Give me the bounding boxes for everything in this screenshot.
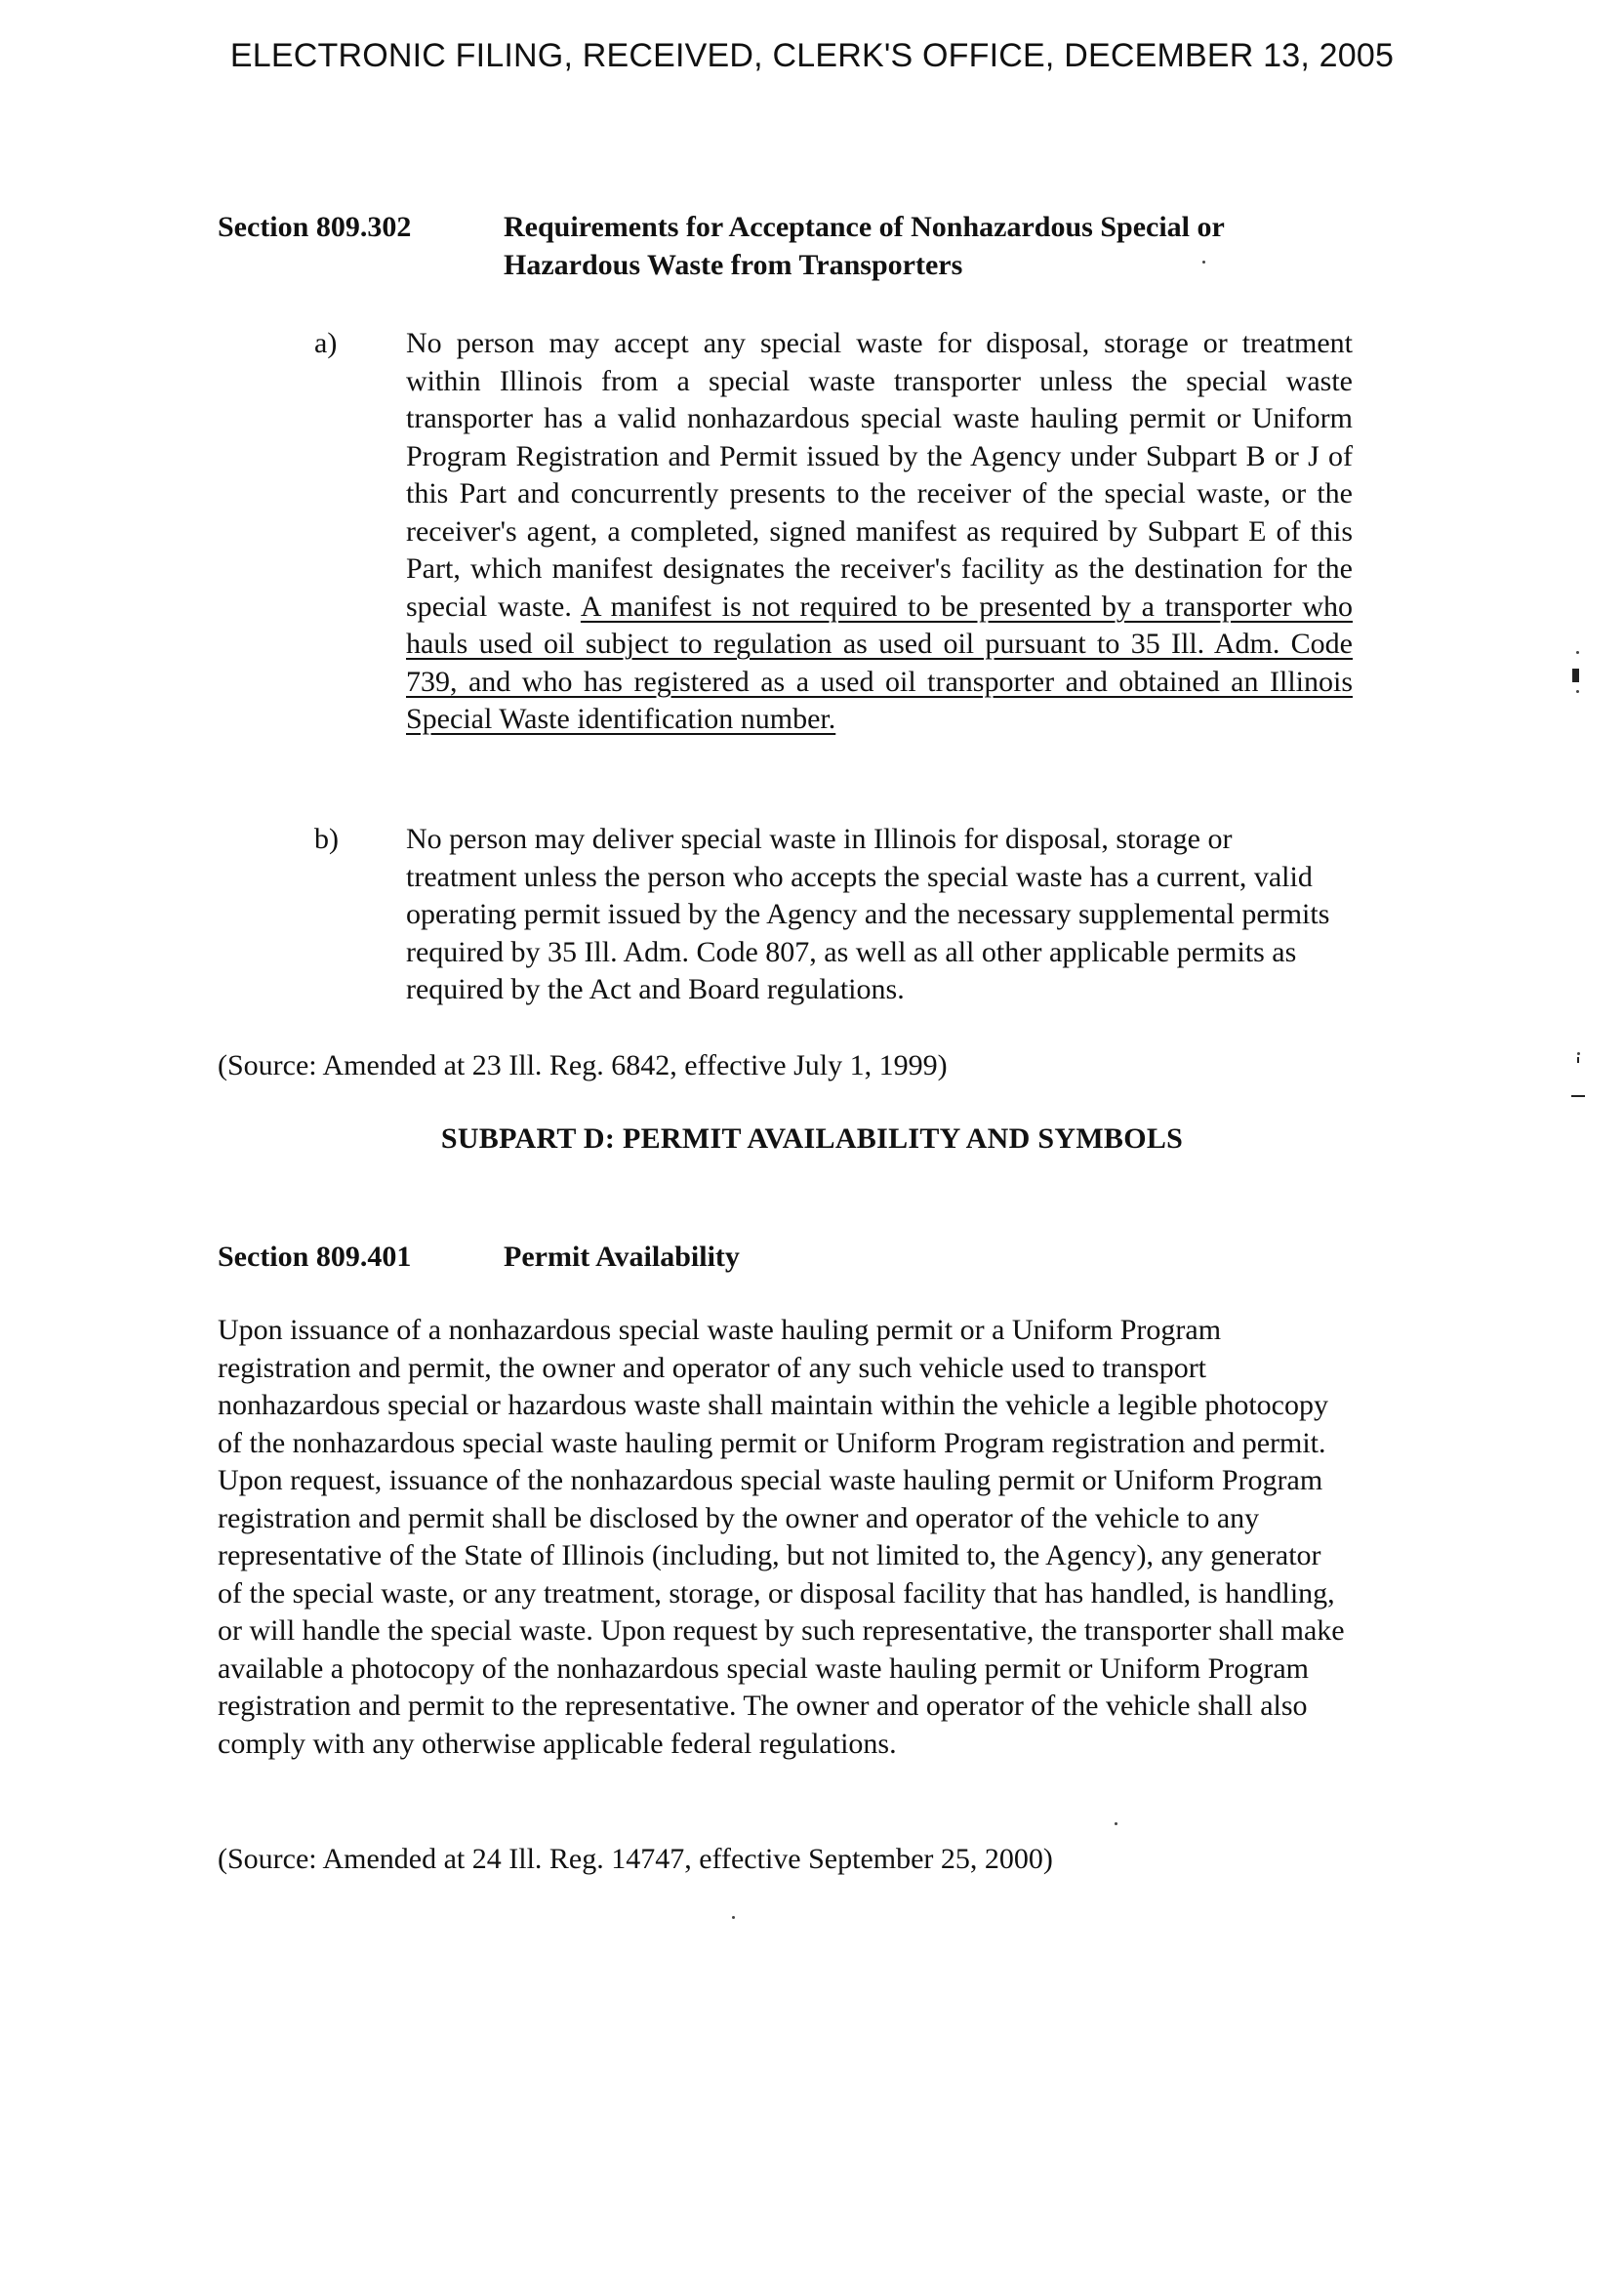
item-b-paragraph	[406, 821, 1343, 1009]
section-title-401: Permit Availability	[504, 1241, 740, 1273]
item-label-a: a)	[314, 327, 338, 359]
scan-artifact-dot	[1576, 651, 1579, 654]
source-note-302: (Source: Amended at 23 Ill. Reg. 6842, effective July 1, 1999)	[218, 1049, 948, 1081]
item-a-text: No person may accept any special waste for disposal, storage or treatment within Illinois from a special waste transporter unless the special waste transporter has a valid nonhazardous special waste hauling permit or Uniform Program Registration and Permit issued by the Agency under Subpart B or J of this Part and concurrently presents to the receiver of the special waste, or the receiver's agent, a completed, signed manifest as required by Subpart E of this Part, which manifest designates the receiver's facility as the destination for the special waste.	[406, 327, 1353, 623]
section-401-body: Upon issuance of a nonhazardous special waste hauling permit or a Uniform Program registration and permit, the owner and operator of any such vehicle used to transport nonhazardous special or hazardous waste shall maintain within the vehicle a legible photocopy of the nonhazardous special waste hauling permit or Uniform Program registration and permit. Upon request, issuance of the nonhazardous special waste hauling permit or Uniform Program registration and permit shall be disclosed by the owner and operator of the vehicle to any representative of the State of Illinois (including, but not limited to, the Agency), any generator of the special waste, or any treatment, storage, or disposal facility that has handled, is handling, or will handle the special waste. Upon request by such representative, the transporter shall make available a photocopy of the nonhazardous special waste hauling permit or Uniform Program registration and permit to the representative. The owner and operator of the vehicle shall also comply with any otherwise applicable federal regulations.	[218, 1314, 1345, 1760]
scan-artifact-dash	[1571, 1095, 1585, 1097]
section-number: Section 809.302	[218, 211, 412, 243]
source-note-401: (Source: Amended at 24 Ill. Reg. 14747, effective September 25, 2000)	[218, 1843, 1053, 1875]
scan-artifact-dot	[732, 1916, 735, 1919]
scan-artifact-mark	[1577, 1057, 1579, 1063]
filing-banner: ELECTRONIC FILING, RECEIVED, CLERK'S OFFICE, DECEMBER 13, 2005	[229, 37, 1395, 74]
scan-artifact-dot	[1577, 1052, 1580, 1055]
item-b-text: No person may deliver special waste in Illinois for disposal, storage or treatment unless the person who accepts the special waste has a current, valid operating permit issued by the Agency and the necessary supplemental permits required by 35 Ill. Adm. Code 807, as well as all other applicable permits as required by the Act and Board regulations.	[406, 823, 1330, 1005]
scan-artifact-dot	[1576, 690, 1579, 693]
scan-artifact-mark	[1572, 669, 1579, 682]
section-title: Requirements for Acceptance of Nonhazardous Special or Hazardous Waste from Transporters	[504, 211, 1225, 281]
item-label-b: b)	[314, 823, 339, 855]
scan-artifact-dot	[1115, 1822, 1117, 1825]
section-number-401: Section 809.401	[218, 1241, 412, 1273]
item-a-amendment-underlined: A manifest is not required to be presented by a transporter who hauls used oil subject to regulation as used oil pursuant to 35 Ill. Adm. Code 739, and who has registered as a used oil transporter and obtained an Illinois Special Waste identification number.	[406, 590, 1353, 735]
subpart-heading: SUBPART D: PERMIT AVAILABILITY AND SYMBOLS	[440, 1122, 1184, 1155]
item-a-paragraph	[406, 325, 1353, 739]
scan-artifact-dot	[1202, 261, 1205, 264]
